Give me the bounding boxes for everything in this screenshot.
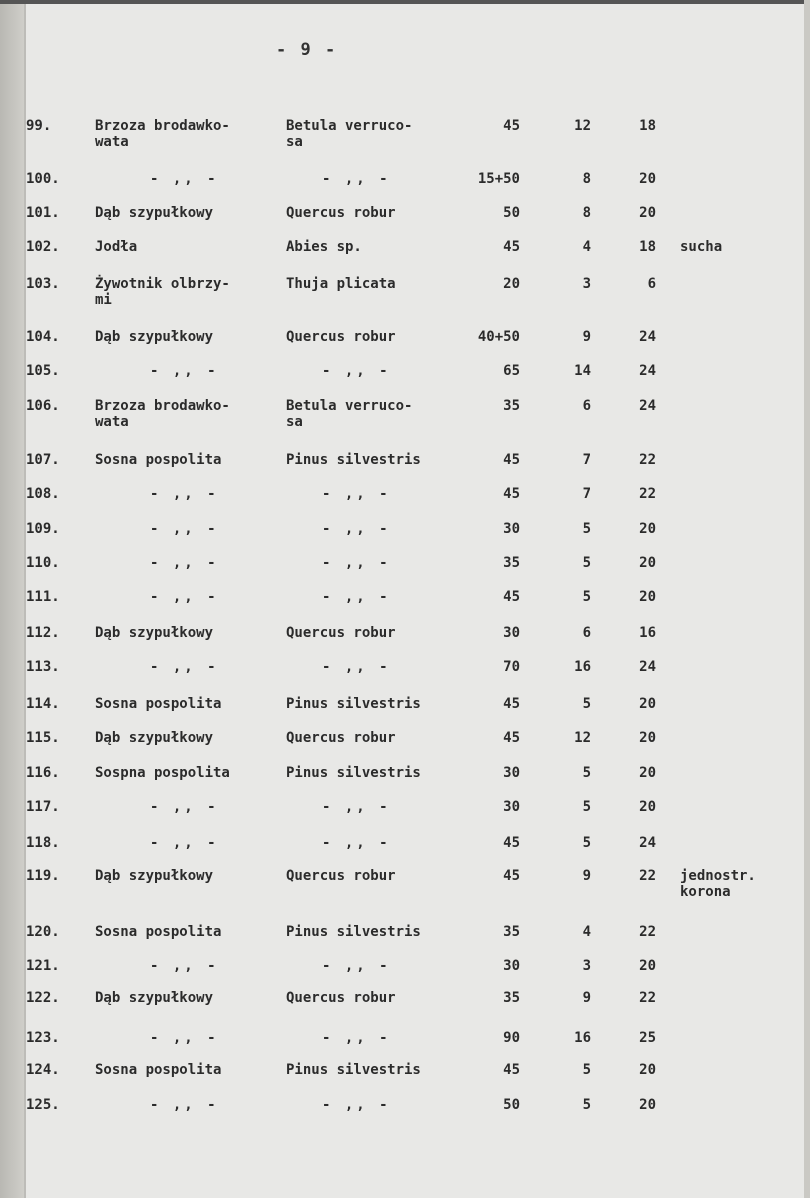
latin-name: Betula verruco- sa	[286, 398, 413, 430]
remark: jednostr. korona	[680, 868, 756, 900]
polish-name: Dąb szypułkowy	[95, 990, 214, 1006]
value-3: 20	[639, 696, 656, 712]
value-1: 30	[503, 521, 520, 537]
value-3: 18	[639, 118, 656, 134]
table-row-number: 116.	[26, 765, 60, 781]
latin-name: Quercus robur	[286, 329, 396, 345]
table-row	[0, 868, 810, 908]
value-2: 6	[582, 625, 591, 641]
value-3: 20	[639, 958, 656, 974]
value-2: 8	[582, 171, 591, 187]
polish-name: - ,, -	[150, 835, 219, 851]
value-3: 20	[639, 171, 656, 187]
value-3: 20	[639, 730, 656, 746]
value-3: 20	[639, 589, 656, 605]
value-1: 45	[503, 696, 520, 712]
value-3: 24	[639, 329, 656, 345]
table-row	[0, 398, 810, 438]
polish-name: - ,, -	[150, 589, 219, 605]
value-1: 30	[503, 765, 520, 781]
value-2: 3	[582, 276, 591, 292]
value-1: 45	[503, 118, 520, 134]
polish-name: Dąb szypułkowy	[95, 868, 214, 884]
value-1: 45	[503, 486, 520, 502]
value-3: 25	[639, 1030, 656, 1046]
value-1: 45	[503, 730, 520, 746]
polish-name: Sosna pospolita	[95, 696, 222, 712]
table-row-number: 99.	[26, 118, 52, 134]
latin-name: - ,, -	[322, 589, 391, 605]
value-1: 45	[503, 1062, 520, 1078]
latin-name: - ,, -	[322, 799, 391, 815]
table-row	[0, 239, 810, 279]
value-2: 16	[574, 659, 591, 675]
table-row-number: 125.	[26, 1097, 60, 1113]
table-row-number: 108.	[26, 486, 60, 502]
latin-name: Abies sp.	[286, 239, 362, 255]
latin-name: Pinus silvestris	[286, 452, 421, 468]
value-2: 8	[582, 205, 591, 221]
value-1: 20	[503, 276, 520, 292]
polish-name: Dąb szypułkowy	[95, 205, 214, 221]
latin-name: - ,, -	[322, 659, 391, 675]
polish-name: - ,, -	[150, 799, 219, 815]
latin-name: - ,, -	[322, 1030, 391, 1046]
table-row-number: 117.	[26, 799, 60, 815]
table-row-number: 112.	[26, 625, 60, 641]
latin-name: - ,, -	[322, 1097, 391, 1113]
polish-name: - ,, -	[150, 1097, 219, 1113]
value-2: 5	[582, 555, 591, 571]
value-1: 35	[503, 924, 520, 940]
value-3: 22	[639, 486, 656, 502]
table-row-number: 115.	[26, 730, 60, 746]
polish-name: - ,, -	[150, 363, 219, 379]
table-row	[0, 363, 810, 403]
value-1: 45	[503, 452, 520, 468]
value-1: 45	[503, 835, 520, 851]
value-3: 20	[639, 555, 656, 571]
latin-name: - ,, -	[322, 958, 391, 974]
table-row-number: 109.	[26, 521, 60, 537]
polish-name: - ,, -	[150, 486, 219, 502]
table-row-number: 124.	[26, 1062, 60, 1078]
table-row-number: 114.	[26, 696, 60, 712]
table-row-number: 118.	[26, 835, 60, 851]
value-2: 5	[582, 696, 591, 712]
table-row-number: 107.	[26, 452, 60, 468]
table-row	[0, 276, 810, 316]
value-2: 12	[574, 730, 591, 746]
value-3: 24	[639, 398, 656, 414]
table-row-number: 123.	[26, 1030, 60, 1046]
latin-name: Quercus robur	[286, 730, 396, 746]
value-2: 9	[582, 868, 591, 884]
polish-name: Sosna pospolita	[95, 924, 222, 940]
value-2: 9	[582, 329, 591, 345]
polish-name: Brzoza brodawko- wata	[95, 118, 230, 150]
value-2: 5	[582, 589, 591, 605]
polish-name: Sosna pospolita	[95, 1062, 222, 1078]
latin-name: Thuja plicata	[286, 276, 396, 292]
latin-name: Pinus silvestris	[286, 696, 421, 712]
polish-name: - ,, -	[150, 659, 219, 675]
value-2: 5	[582, 1097, 591, 1113]
value-1: 30	[503, 958, 520, 974]
table-row-number: 121.	[26, 958, 60, 974]
value-2: 5	[582, 765, 591, 781]
latin-name: Quercus robur	[286, 625, 396, 641]
value-3: 22	[639, 924, 656, 940]
table-row	[0, 589, 810, 629]
polish-name: Dąb szypułkowy	[95, 730, 214, 746]
value-3: 24	[639, 835, 656, 851]
table-row	[0, 730, 810, 770]
latin-name: Pinus silvestris	[286, 1062, 421, 1078]
value-1: 35	[503, 555, 520, 571]
polish-name: Dąb szypułkowy	[95, 625, 214, 641]
value-1: 45	[503, 868, 520, 884]
polish-name: - ,, -	[150, 171, 219, 187]
value-2: 3	[582, 958, 591, 974]
polish-name: - ,, -	[150, 1030, 219, 1046]
polish-name: - ,, -	[150, 555, 219, 571]
value-1: 45	[503, 239, 520, 255]
value-1: 30	[503, 799, 520, 815]
table-row-number: 106.	[26, 398, 60, 414]
value-1: 65	[503, 363, 520, 379]
table-row	[0, 659, 810, 699]
polish-name: - ,, -	[150, 521, 219, 537]
latin-name: - ,, -	[322, 835, 391, 851]
table-row-number: 103.	[26, 276, 60, 292]
table-row	[0, 1062, 810, 1102]
latin-name: Pinus silvestris	[286, 765, 421, 781]
value-2: 16	[574, 1030, 591, 1046]
table-row	[0, 799, 810, 839]
table-row	[0, 990, 810, 1030]
table-row-number: 100.	[26, 171, 60, 187]
value-3: 20	[639, 521, 656, 537]
value-2: 9	[582, 990, 591, 1006]
latin-name: Pinus silvestris	[286, 924, 421, 940]
value-1: 30	[503, 625, 520, 641]
value-1: 50	[503, 205, 520, 221]
table-row-number: 113.	[26, 659, 60, 675]
value-1: 90	[503, 1030, 520, 1046]
value-2: 5	[582, 1062, 591, 1078]
latin-name: Quercus robur	[286, 990, 396, 1006]
polish-name: Żywotnik olbrzy- mi	[95, 276, 230, 308]
table-row	[0, 1097, 810, 1137]
polish-name: Jodła	[95, 239, 138, 255]
value-2: 5	[582, 835, 591, 851]
value-2: 12	[574, 118, 591, 134]
latin-name: - ,, -	[322, 363, 391, 379]
value-3: 20	[639, 205, 656, 221]
table-row-number: 110.	[26, 555, 60, 571]
table-row-number: 101.	[26, 205, 60, 221]
table-row-number: 104.	[26, 329, 60, 345]
latin-name: - ,, -	[322, 486, 391, 502]
table-row-number: 105.	[26, 363, 60, 379]
value-3: 20	[639, 1097, 656, 1113]
table-row-number: 102.	[26, 239, 60, 255]
value-1: 35	[503, 990, 520, 1006]
polish-name: - ,, -	[150, 958, 219, 974]
table-row-number: 119.	[26, 868, 60, 884]
value-3: 16	[639, 625, 656, 641]
value-3: 20	[639, 799, 656, 815]
table-row-number: 122.	[26, 990, 60, 1006]
polish-name: Sospna pospolita	[95, 765, 230, 781]
value-2: 4	[582, 924, 591, 940]
value-3: 24	[639, 363, 656, 379]
value-2: 7	[582, 452, 591, 468]
latin-name: - ,, -	[322, 555, 391, 571]
polish-name: Brzoza brodawko- wata	[95, 398, 230, 430]
value-1: 40+50	[477, 329, 520, 345]
remark: sucha	[680, 239, 723, 255]
polish-name: Sosna pospolita	[95, 452, 222, 468]
latin-name: - ,, -	[322, 521, 391, 537]
value-1: 45	[503, 589, 520, 605]
value-2: 6	[582, 398, 591, 414]
value-3: 6	[647, 276, 656, 292]
value-2: 14	[574, 363, 591, 379]
table-row-number: 111.	[26, 589, 60, 605]
table-row	[0, 118, 810, 158]
value-3: 20	[639, 765, 656, 781]
value-1: 50	[503, 1097, 520, 1113]
page-number: - 9 -	[276, 40, 338, 60]
value-2: 7	[582, 486, 591, 502]
value-3: 20	[639, 1062, 656, 1078]
value-1: 35	[503, 398, 520, 414]
value-3: 22	[639, 868, 656, 884]
latin-name: - ,, -	[322, 171, 391, 187]
latin-name: Betula verruco- sa	[286, 118, 413, 150]
value-3: 22	[639, 990, 656, 1006]
value-3: 22	[639, 452, 656, 468]
value-2: 5	[582, 521, 591, 537]
latin-name: Quercus robur	[286, 868, 396, 884]
value-1: 15+50	[477, 171, 520, 187]
table-row	[0, 486, 810, 526]
value-3: 18	[639, 239, 656, 255]
polish-name: Dąb szypułkowy	[95, 329, 214, 345]
value-3: 24	[639, 659, 656, 675]
value-1: 70	[503, 659, 520, 675]
value-2: 5	[582, 799, 591, 815]
table-row-number: 120.	[26, 924, 60, 940]
value-2: 4	[582, 239, 591, 255]
latin-name: Quercus robur	[286, 205, 396, 221]
